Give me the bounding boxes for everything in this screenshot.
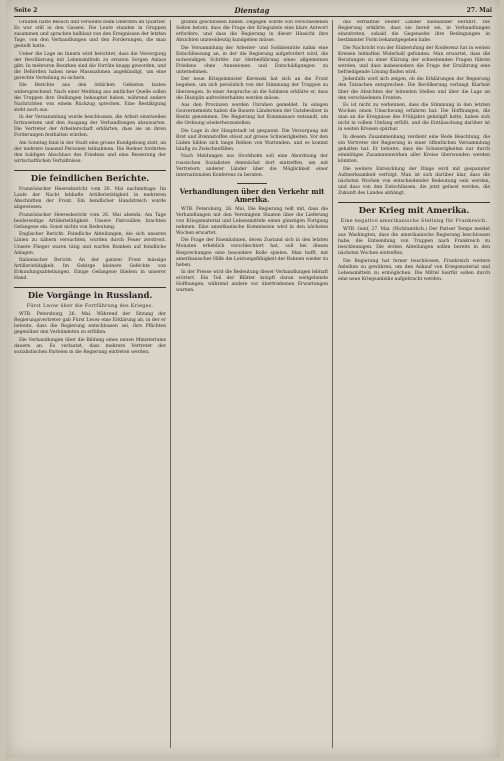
article-paragraph: Es ist nicht zu verkennen, dass die Stimmung in den letzten Wochen einen Umschwung erfahren hat. Die Hoffnungen, die man an die Ereignisse des Frühjahrs geknüpft hatte, haben sich nicht in vollem Umfang erfüllt, und die Enttäuschung darüber ist in weiten Kreisen spürbar. — [338, 103, 490, 133]
article-paragraph: Graufen hatte Besuch und verweilte beim Obersten im Quartier. Es war still in den Gassen. Die Leute standen in Gruppen zusammen und sprachen halblaut von den Ereignissen der letzten Tage, von den Verhandlungen und den Forderungen, die man gestellt hatte. — [14, 20, 166, 50]
weekday-label: Dienstag — [234, 5, 270, 15]
report-paragraph: Italienischer Bericht: An der ganzen Front mässige Artillerietätigkeit. Im Gebirge kleinere Gefechte von Erkundungsabteilungen. Einige Gefangene blieben in unserer Hand. — [14, 258, 166, 282]
section-subheading: Eine negative amerikanische Stellung für Frankreich. — [340, 218, 488, 224]
article-paragraph: WTB. Petersburg, 26. Mai. Die Regierung teilt mit, dass die Verhandlungen mit den Vereinigten Staaten über die Lieferung von Kriegsmaterial und Lebensmitteln einen günstigen Fortgang nehmen. Eine amerikanische Kommission wird in den nächsten Wochen erwartet. — [176, 206, 328, 236]
section-heading: Der Krieg mit Amerika. — [338, 202, 490, 216]
article-paragraph: Die Frage der Eisenbahnen, deren Zustand sich in den letzten Monaten erheblich verschlechtert hat, soll bei diesen Besprechungen eine besondere Rolle spielen. Man hofft, mit amerikanischer Hilfe die Leistungsfähigkeit der Bahnen wieder zu heben. — [176, 238, 328, 268]
column-divider — [170, 20, 171, 748]
separator-rule — [237, 183, 267, 184]
report-paragraph: Französischer Heeresbericht vom 26. Mai nachmittags: Im Laufe der Nacht lebhafte Artillerietätigkeit in mehreren Abschnitten der Front. Ein feindlicher Handstreich wurde abgewiesen. — [14, 187, 166, 211]
article-paragraph: Aus den Provinzen werden Unruhen gemeldet. In einigen Gouvernements haben die Bauern Ländereien der Gutsbesitzer in Besitz genommen. Die Regierung hat Kommissare entsandt, um die Ordnung wiederherzustellen. — [176, 103, 328, 127]
article-paragraph: Die Nachricht von der Einberufung der Konferenz hat in weiten Kreisen lebhaften Widerhall gefunden. Man erwartet, dass die Beratungen zu einer Klärung der schwebenden Fragen führen werden, und dass insbesondere die Frage der Ernährung eine befriedigende Lösung finden wird. — [338, 45, 490, 75]
article-paragraph: Ueber die Lage im Innern wird berichtet, dass die Versorgung der Bevölkerung mit Lebensmitteln zu ernsten Sorgen Anlass gibt. In mehreren Bezirken sind die Vorräte knapp geworden, und die Behörden haben neue Massnahmen angekündigt, um eine gerechte Verteilung zu sichern. — [14, 51, 166, 81]
newspaper-page — [6, 0, 500, 758]
article-paragraph: Die Versammlung der Arbeiter- und Soldatenräte nahm eine Entschliessung an, in der die Regierung aufgefordert wird, die notwendigen Schritte zur Herbeiführung eines allgemeinen Friedens ohne Annexionen und Entschädigungen zu unternehmen. — [176, 45, 328, 75]
section-heading: Die feindlichen Berichte. — [14, 170, 166, 184]
column-3 — [338, 20, 490, 748]
article-paragraph: Die weitere Entwicklung der Dinge wird mit gespannter Aufmerksamkeit verfolgt. Man ist sich darüber klar, dass die nächsten Wochen von entscheidender Bedeutung sein werden, und dass von den Entschlüssen, die jetzt gefasst werden, die Zukunft des Landes abhängt. — [338, 166, 490, 196]
article-paragraph: gramm geschlossen haben. Dagegen wurde von verschiedenen Seiten betont, dass die Frage der Kriegsziele eine klare Antwort erfordere, und dass die Regierung in dieser Hinsicht ihre Absichten unzweideutig kundgeben müsse. — [176, 20, 328, 44]
article-paragraph: Die Berichte aus den östlichen Gebieten lauten widersprechend. Nach einer Meldung aus amtlicher Quelle sollen die Truppen ihre Stellungen behauptet haben, während andere Nachrichten von einem Rückzug sprechen. Eine Bestätigung steht noch aus. — [14, 83, 166, 113]
article-paragraph: In diesem Zusammenhang verdient eine Rede Beachtung, die ein Vertreter der Regierung in einer öffentlichen Versammlung gehalten hat. Er betonte, dass die Schwierigkeiten nur durch einmütiges Zusammenwirken aller Kreise überwunden werden könnten. — [338, 134, 490, 165]
article-paragraph: Die Verhandlungen über die Bildung eines neuen Ministeriums dauern an. Es verlautet, dass mehrere Vertreter der sozialistischen Parteien in die Regierung eintreten werden. — [14, 338, 166, 356]
article-paragraph: das Verhältnis beider Länder zueinander berührt. Die Regierung erklärte, dass sie bereit sei, in Verhandlungen einzutreten, sobald die Gegenseite ihre Bedingungen in bestimmter Form bekanntgegeben habe. — [338, 20, 490, 44]
report-paragraph: Englischer Bericht: Feindliche Abteilungen, die sich unseren Linien zu nähern versuchten, wurden durch Feuer zerstreut. Unsere Flieger waren tätig und warfen Bomben auf feindliche Anlagen. — [14, 232, 166, 256]
page-header — [14, 5, 492, 15]
article-paragraph: WTB. Petersburg, 26. Mai. Während der Sitzung der Regierungsvertreter gab Fürst Lwow eine Erklärung ab, in der er betonte, dass die Regierung entschlossen sei, ihre Pflichten gegenüber den Verbündeten zu erfüllen. — [14, 312, 166, 336]
article-paragraph: Die Regierung hat ferner beschlossen, Frankreich weitere Anleihen zu gewähren, um den Ankauf von Kriegsmaterial und Lebensmitteln zu ermöglichen. Die Mittel hierfür sollen durch eine neue Kriegsanleihe aufgebracht werden. — [338, 258, 490, 282]
section-heading: Verhandlungen über den Verkehr mit Amerika. — [179, 186, 325, 204]
article-paragraph: Am Sonntag fand in der Stadt eine grosse Kundgebung statt, an der mehrere tausend Personen teilnahmen. Die Redner forderten den baldigen Abschluss des Friedens und eine Besserung der wirtschaftlichen Verhältnisse. — [14, 140, 166, 165]
column-1 — [14, 20, 166, 748]
article-paragraph: In der Presse wird die Bedeutung dieser Verhandlungen lebhaft erörtert. Ein Teil der Blätter knüpft daran weitgehende Hoffnungen, während andere vor übertriebenen Erwartungen warnen. — [176, 270, 328, 294]
article-paragraph: Die Lage in der Hauptstadt ist gespannt. Die Versorgung mit Brot und Brennstoffen stösst auf grosse Schwierigkeiten. Vor den Läden bilden sich lange Reihen von Wartenden, und es kommt häufig zu Zwischenfällen. — [176, 128, 328, 152]
article-paragraph: In der Versammlung wurde beschlossen, die Arbeit einstweilen fortzusetzen und den Ausgang der Verhandlungen abzuwarten. Die Vertreter der Arbeiterschaft erklärten, dass sie an ihren Forderungen festhalten würden. — [14, 115, 166, 139]
column-divider — [332, 20, 333, 748]
column-2 — [176, 20, 328, 748]
article-paragraph: WTB. Genf, 27. Mai. (Nichtamtlich.) Der Pariser Temps meldet aus Washington, dass die amerikanische Regierung beschlossen habe, die Entsendung von Truppen nach Frankreich zu beschleunigen. Die ersten Abteilungen sollen bereits in den nächsten Wochen eintreffen. — [338, 226, 490, 257]
page-number: Seite 2 — [14, 6, 38, 14]
section-heading: Die Vorgänge in Russland. — [14, 287, 166, 301]
article-paragraph: Jedenfalls wird sich zeigen, ob die Erklärungen der Regierung den Tatsachen entsprechen. Die Bevölkerung verlangt Klarheit über die Absichten der leitenden Stellen und über die Lage an den verschiedenen Fronten. — [338, 77, 490, 101]
report-paragraph: Französischer Heeresbericht vom 26. Mai abends: Am Tage beiderseitige Artillerietätigkeit. Unsere Patrouillen brachten Gefangene ein. Sonst nichts von Bedeutung. — [14, 212, 166, 230]
issue-date: 27. Mai — [466, 6, 492, 14]
section-subheading: Fürst Lwow über die Fortführung des Krieges. — [26, 304, 154, 310]
article-paragraph: Nach Meldungen aus Stockholm soll eine Abordnung der russischen Sozialisten demnächst dort eintreffen, um mit Vertretern anderer Länder über die Möglichkeit einer internationalen Konferenz zu beraten. — [176, 154, 328, 178]
article-paragraph: Der neue Kriegsminister Kerenski hat sich an die Front begeben, um sich persönlich von der Stimmung der Truppen zu überzeugen. In einer Ansprache an die Soldaten erklärte er, dass die Disziplin aufrechterhalten werden müsse. — [176, 77, 328, 101]
header-rule — [14, 16, 492, 17]
